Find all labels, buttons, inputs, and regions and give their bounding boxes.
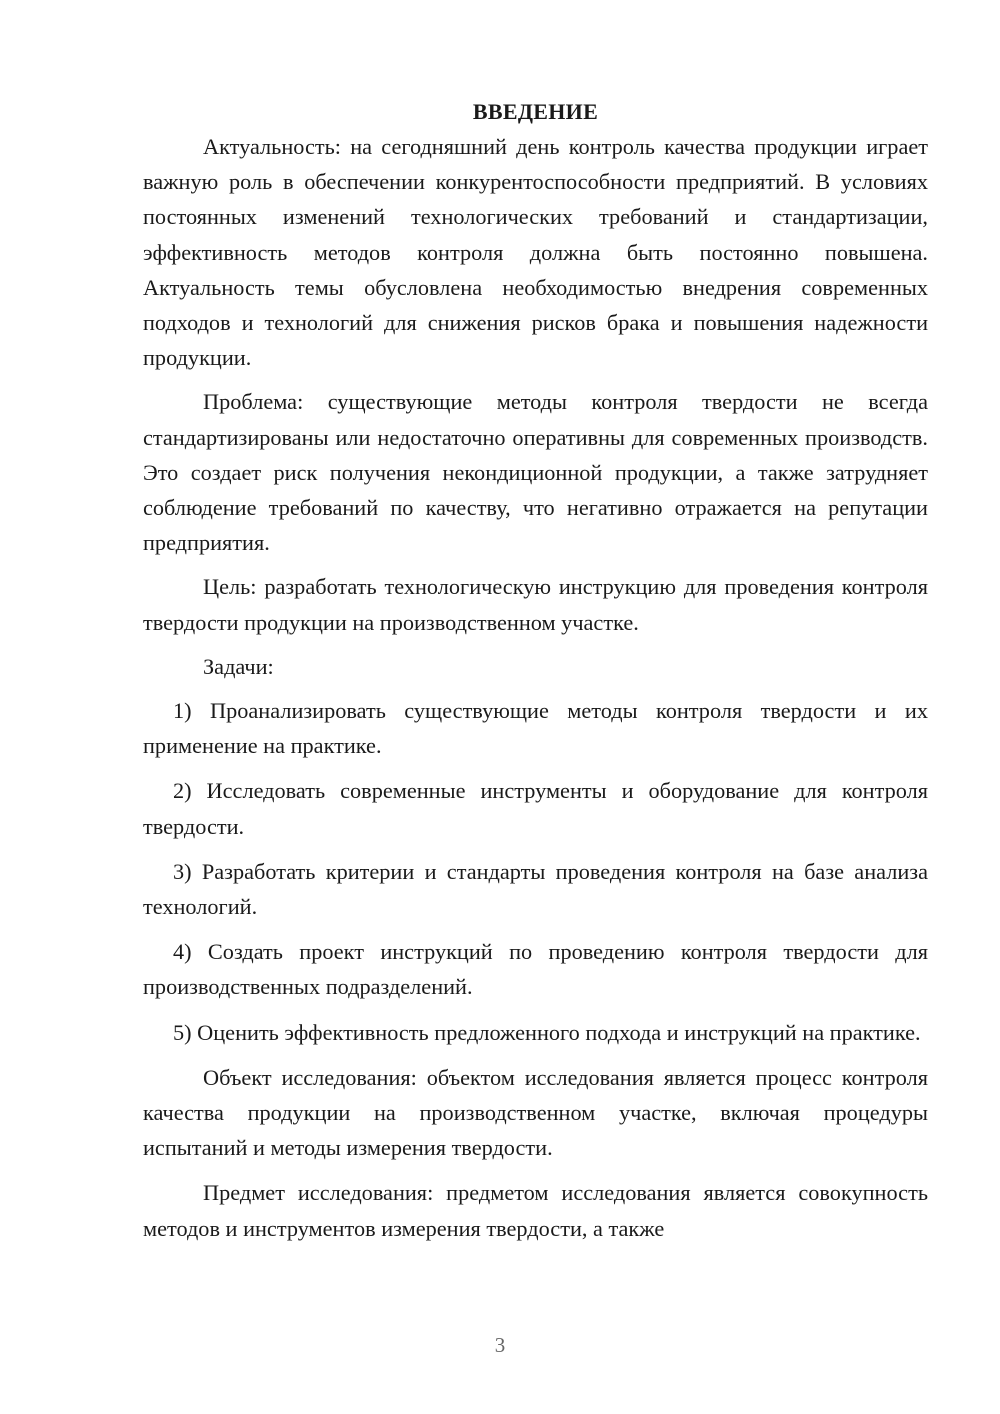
section-heading: ВВЕДЕНИЕ [472,99,599,124]
paragraph-tasks-label: Задачи: [203,653,274,679]
paragraph-relevance: Актуальность: на сегодняшний день контроль качества продукции играет важную роль в обеспечении конкурентоспособности предприятий. В условиях постоянных изменений технологических требований и стандартизации, эффективность методов контроля должна быть постоянно повышена. Актуальность темы обусловлена необходимостью внедрения современных подходов и технологий для снижения рисков брака и повышения надежности продукции. [143,134,928,371]
paragraph-object: Объект исследования: объектом исследования является процесс контроля качества продукции на производственном участке, включая процедуры испытаний и методы измерения твердости. [143,1064,928,1161]
task-item-1: 1) Проанализировать существующие методы контроля твердости и их применение на практике. [143,698,928,759]
paragraph-goal: Цель: разработать технологическую инструкцию для проведения контроля твердости продукции на производственном участке. [143,574,928,635]
page-number: 3 [494,1333,506,1357]
document-page [143,94,928,1246]
paragraph-subject: Предмет исследования: предметом исследования является совокупность методов и инструментов измерения твердости, а также [143,1180,928,1241]
task-item-2: 2) Исследовать современные инструменты и оборудование для контроля твердости. [143,778,928,839]
task-item-3: 3) Разработать критерии и стандарты проведения контроля на базе анализа технологий. [143,858,928,920]
task-item-4: 4) Создать проект инструкций по проведению контроля твердости для производственных подразделений. [143,939,928,1000]
task-item-5: 5) Оценить эффективность предложенного подхода и инструкций на практике. [173,1019,921,1045]
paragraph-problem: Проблема: существующие методы контроля твердости не всегда стандартизированы или недостаточно оперативны для современных производств. Это создает риск получения некондиционной продукции, а также затрудняет соблюдение требований по качеству, что негативно отражается на репутации предприятия. [143,389,928,556]
